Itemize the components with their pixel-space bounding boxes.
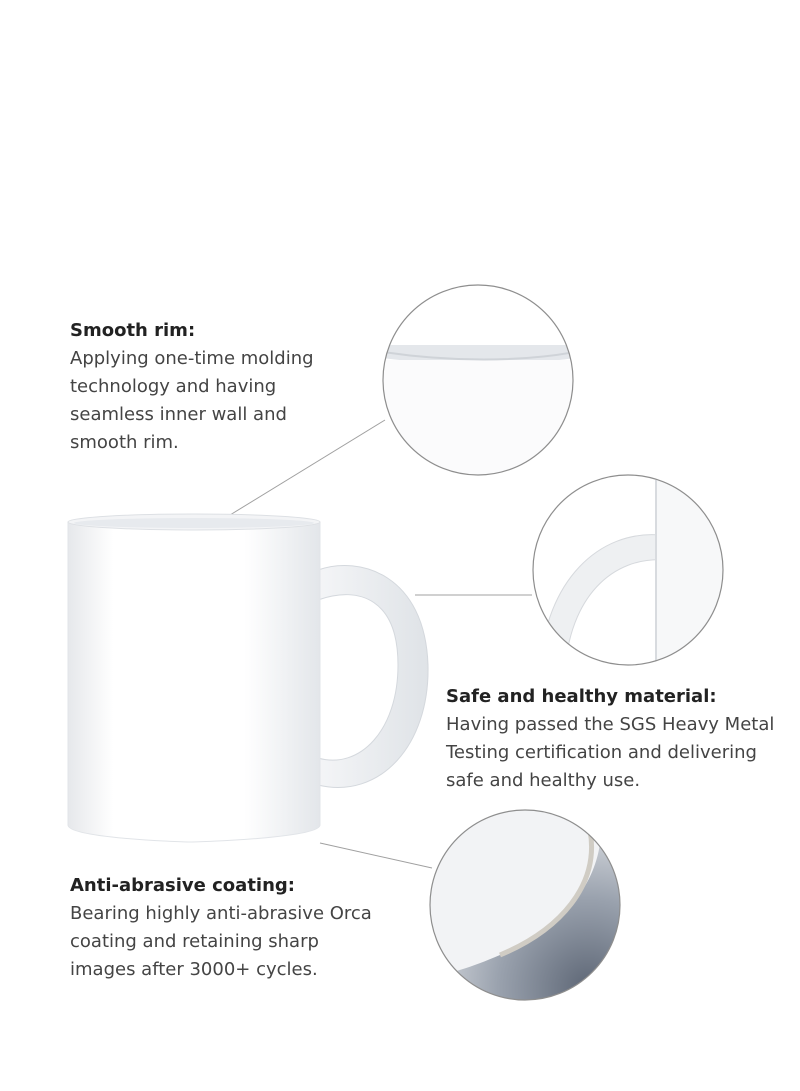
description-line: Having passed the SGS Heavy Metal: [446, 714, 775, 735]
feature-safe-material: [446, 686, 774, 795]
description-line: coating and retaining sharp: [70, 931, 319, 952]
feature-description: [446, 711, 774, 795]
description-line: Testing certification and delivering: [446, 742, 757, 763]
description-line: smooth rim.: [70, 432, 179, 453]
feature-anti-abrasive-coating: [70, 875, 372, 984]
description-line: Bearing highly anti-abrasive Orca: [70, 903, 372, 924]
description-line: images after 3000+ cycles.: [70, 959, 318, 980]
rim-detail-circle: [380, 280, 580, 480]
feature-title: Safe and healthy material:: [446, 686, 717, 707]
mug-body: [68, 522, 320, 842]
feature-title: Anti-abrasive coating:: [70, 875, 295, 896]
mug-handle: [318, 565, 428, 787]
leader-line-coating: [320, 843, 432, 868]
description-line: Applying one-time molding: [70, 348, 314, 369]
handle-detail-circle: [530, 470, 735, 675]
description-line: technology and having: [70, 376, 277, 397]
feature-smooth-rim: [70, 320, 314, 457]
description-line: seamless inner wall and: [70, 404, 287, 425]
mug-main: [68, 514, 428, 842]
description-line: safe and healthy use.: [446, 770, 641, 791]
feature-description: [70, 345, 314, 457]
feature-description: [70, 900, 372, 984]
mug-inner: [74, 518, 314, 528]
feature-title: Smooth rim:: [70, 320, 196, 341]
